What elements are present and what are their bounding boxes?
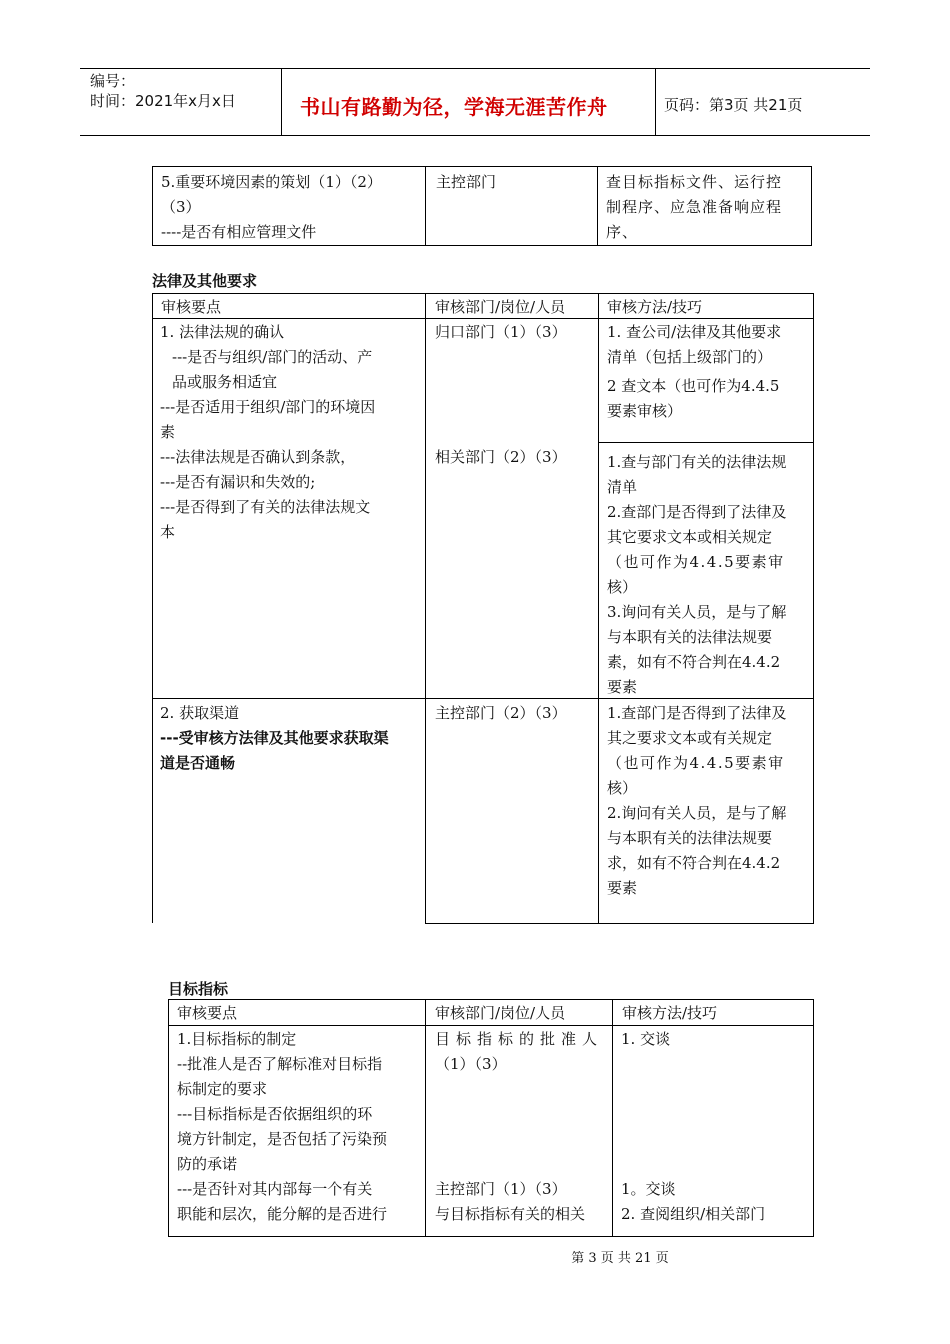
audit-method-line: 要素: [607, 678, 638, 696]
audit-method-line: 1.查部门是否得到了法律及: [607, 704, 787, 722]
audit-method-line: 核）: [607, 779, 638, 797]
audit-point-line: --批准人是否了解标准对目标指: [177, 1055, 383, 1073]
audit-dept-cell: [426, 167, 598, 246]
audit-point-line: 道是否通畅: [160, 754, 236, 772]
audit-dept: 归口部门（1）（3）: [435, 323, 567, 341]
audit-point-line: ---受审核方法律及其他要求获取渠: [160, 729, 389, 747]
header-top-rule: [80, 68, 870, 69]
audit-point-cell: [160, 320, 375, 545]
audit-point-line: ---法律法规是否确认到条款，: [160, 448, 356, 466]
audit-dept: 主控部门（2）（3）: [435, 704, 567, 722]
audit-method-line: 要素审核）: [607, 402, 683, 420]
audit-point-line: 2. 获取渠道: [160, 704, 240, 722]
audit-dept-line: 目标指标的批准人: [435, 1030, 604, 1048]
audit-dept-line: 与目标指标有关的相关: [435, 1205, 586, 1223]
audit-point-line: 5.重要环境因素的策划（1）（2）: [161, 173, 382, 191]
audit-point-cell: [160, 701, 389, 776]
audit-method: 1. 交谈: [621, 1030, 671, 1048]
audit-method-line: 与本职有关的法律法规要: [607, 628, 773, 646]
page-info: 页码：第3页 共21页: [664, 96, 803, 114]
audit-dept-cell: [435, 1027, 603, 1077]
audit-point-line: 素: [160, 423, 176, 441]
header-bottom-rule: [80, 135, 870, 136]
column-header: 审核要点: [177, 1004, 238, 1022]
page-footer: 第 3 页 共 21 页: [571, 1251, 669, 1266]
audit-method-line: （也可作为4.4.5要素审: [607, 553, 785, 571]
doc-date-label: 时间：2021年x月x日: [90, 92, 236, 110]
audit-point-line: 品或服务相适宜: [172, 373, 278, 391]
audit-point-line: （3）: [161, 198, 201, 216]
audit-method-cell: [607, 450, 786, 700]
audit-dept-line: 主控部门（1）（3）: [435, 1180, 567, 1198]
audit-dept-cell: [435, 1177, 585, 1227]
audit-method-line: 核）: [607, 578, 638, 596]
audit-point-line: 境方针制定，是否包括了污染预: [177, 1130, 388, 1148]
audit-method-line: 2.查部门是否得到了法律及: [607, 503, 787, 521]
audit-point-line: ---是否与组织/部门的活动、产: [172, 348, 373, 366]
section-title: 法律及其他要求: [152, 272, 258, 290]
audit-method-line: 查目标指标文件、运行控: [606, 173, 783, 191]
audit-point-cell: [153, 167, 426, 246]
doc-number-label: 编号：: [90, 72, 136, 90]
audit-method-cell: [607, 320, 781, 424]
audit-point-line: 标制定的要求: [177, 1080, 268, 1098]
section-title: 目标指标: [168, 980, 229, 998]
audit-method-line: 与本职有关的法律法规要: [607, 829, 773, 847]
audit-method-line: 3.询问有关人员，是与了解: [607, 603, 787, 621]
audit-method-line: 要素: [607, 879, 638, 897]
audit-point-line: ----是否有相应管理文件: [161, 223, 317, 241]
audit-method-line: 其之要求文本或有关规定: [607, 729, 773, 747]
table-row: [153, 167, 812, 246]
header-divider: [655, 68, 656, 136]
audit-method-line: 素，如有不符合判在4.4.2: [607, 653, 781, 671]
header-divider: [281, 68, 282, 136]
column-header: 审核方法/技巧: [622, 1004, 718, 1022]
column-header: 审核要点: [161, 298, 222, 316]
audit-method-line: 其它要求文本或相关规定: [607, 528, 773, 546]
audit-point-line: 1.目标指标的制定: [177, 1030, 297, 1048]
audit-method-line: 2.询问有关人员，是与了解: [607, 804, 787, 822]
audit-method-line: 1.查与部门有关的法律法规: [607, 453, 787, 471]
audit-method-line: 序、: [606, 223, 639, 241]
audit-dept: 主控部门: [436, 173, 497, 191]
audit-method-line: 清单: [607, 478, 638, 496]
audit-point-line: 1. 法律法规的确认: [160, 323, 285, 341]
audit-method-cell: [598, 167, 812, 246]
audit-method-line: 求，如有不符合判在4.4.2: [607, 854, 781, 872]
audit-method-line: 2. 查阅组织/相关部门: [621, 1205, 766, 1223]
header-motto: 书山有路勤为径，学海无涯苦作舟: [300, 95, 608, 119]
audit-point-line: 本: [160, 523, 176, 541]
audit-dept: 相关部门（2）（3）: [435, 448, 567, 466]
audit-method-line: 清单（包括上级部门的）: [607, 348, 773, 366]
audit-dept-line: （1）（3）: [435, 1055, 507, 1073]
column-header: 审核方法/技巧: [607, 298, 703, 316]
audit-point-cell: [177, 1027, 387, 1227]
audit-method-line: 1。交谈: [621, 1180, 676, 1198]
column-header: 审核部门/岗位/人员: [435, 1004, 566, 1022]
audit-point-line: 防的承诺: [177, 1155, 238, 1173]
audit-method-line: 1. 查公司/法律及其他要求: [607, 323, 782, 341]
column-header: 审核部门/岗位/人员: [435, 298, 566, 316]
audit-point-line: ---目标指标是否依据组织的环: [177, 1105, 373, 1123]
audit-point-line: ---是否有漏识和失效的;: [160, 473, 316, 491]
audit-method-line: （也可作为4.4.5要素审: [607, 754, 785, 772]
audit-point-line: ---是否适用于组织/部门的环境因: [160, 398, 376, 416]
audit-method-line: 制程序、应急准备响应程: [606, 198, 783, 216]
audit-point-line: ---是否得到了有关的法律法规文: [160, 498, 371, 516]
audit-point-line: 职能和层次，能分解的是否进行: [177, 1205, 388, 1223]
audit-method-cell: [621, 1177, 765, 1227]
audit-point-line: ---是否针对其内部每一个有关: [177, 1180, 373, 1198]
audit-method-line: 2 查文本（也可作为4.4.5: [607, 377, 780, 395]
audit-method-cell: [607, 701, 786, 901]
top-audit-table: [152, 166, 812, 246]
